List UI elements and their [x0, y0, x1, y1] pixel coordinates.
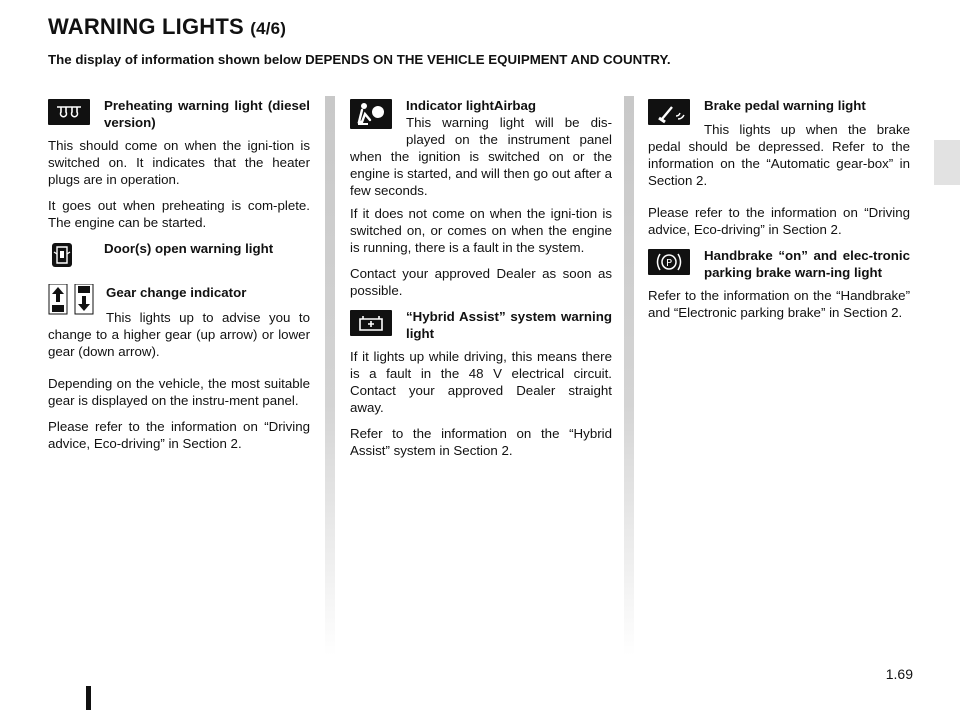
page-number: 1.69 — [885, 666, 913, 682]
preheating-title: Preheating warning light (diesel version) — [104, 98, 310, 130]
hybrid-text-1: If it lights up while driving, this means there is a fault in the 48 V electrical circuit. Contact your approved Dealer straight away. — [350, 349, 612, 415]
airbag-entry — [350, 97, 612, 199]
parking-brake-icon — [648, 249, 690, 275]
hybrid-title: “Hybrid Assist” system warning light — [406, 309, 612, 341]
brake-title: Brake pedal warning light — [704, 98, 866, 113]
column-right — [648, 97, 910, 330]
column-left — [48, 97, 310, 461]
gear-text-1: This lights up to advise you to change to a higher gear (up arrow) or lower gear (down arrow). — [48, 310, 310, 359]
door-title: Door(s) open warning light — [104, 241, 274, 256]
brake-text-2: Please refer to the information on “Driving advice, Eco-driving” in Section 2. — [648, 205, 910, 237]
door-open-icon — [48, 242, 76, 268]
airbag-text-1: This warning light will be dis-played on the instrument panel when the ignition is switched on or the engine is started, and will then go out after a few seconds. — [350, 115, 612, 198]
glow-plug-icon — [48, 99, 90, 125]
column-divider-left — [325, 96, 335, 656]
hybrid-text-2: Refer to the information on the “Hybrid Assist” system in Section 2. — [350, 426, 612, 458]
handbrake-text-1: Refer to the information on the “Handbrake” and “Electronic parking brake” in Section 2. — [648, 288, 910, 320]
brake-pedal-icon — [648, 99, 690, 125]
preheating-text-1: This should come on when the igni-tion is switched on. It indicates that the heater plugs are in operation. — [48, 138, 310, 187]
gear-text-3: Please refer to the information on “Driving advice, Eco-driving” in Section 2. — [48, 419, 310, 451]
column-divider-right — [624, 96, 634, 656]
handbrake-title: Handbrake “on” and elec-tronic parking brake warn-ing light — [704, 248, 910, 280]
gear-entry — [48, 284, 310, 369]
hybrid-battery-icon — [350, 310, 392, 336]
preheating-entry — [48, 97, 310, 131]
brake-text-1: This lights up when the brake pedal should be depressed. Refer to the information on the “Automatic gear-box” in Section 2. — [648, 122, 910, 188]
svg-text:P: P — [665, 258, 673, 269]
column-middle — [350, 97, 612, 468]
gear-up-arrow-icon — [49, 284, 67, 314]
preheating-text-2: It goes out when preheating is com-plete. The engine can be started. — [48, 198, 310, 230]
equipment-notice: The display of information shown below DEPENDS ON THE VEHICLE EQUIPMENT AND COUNTRY. — [48, 52, 671, 67]
airbag-icon — [350, 99, 392, 129]
gear-down-arrow-icon — [75, 284, 93, 314]
airbag-text-3: Contact your approved Dealer as soon as possible. — [350, 266, 612, 298]
gear-change-icons — [48, 286, 96, 312]
brake-entry — [648, 97, 910, 198]
door-entry — [48, 240, 310, 272]
gear-text-2: Depending on the vehicle, the most suitable gear is displayed on the instru-ment panel. — [48, 376, 310, 408]
page-part-indicator: (4/6) — [250, 19, 287, 38]
section-tab-marker — [934, 140, 960, 185]
airbag-text-2: If it does not come on when the igni-tion is switched on, or comes on when the engine is running, there is a fault in the system. — [350, 206, 612, 255]
page-corner-bar — [86, 686, 91, 710]
gear-title: Gear change indicator — [106, 285, 247, 300]
handbrake-entry — [648, 247, 910, 281]
hybrid-entry — [350, 308, 612, 342]
page-title — [48, 14, 286, 40]
airbag-title: Indicator lightAirbag — [406, 98, 537, 113]
page-title-text: WARNING LIGHTS — [48, 14, 244, 39]
